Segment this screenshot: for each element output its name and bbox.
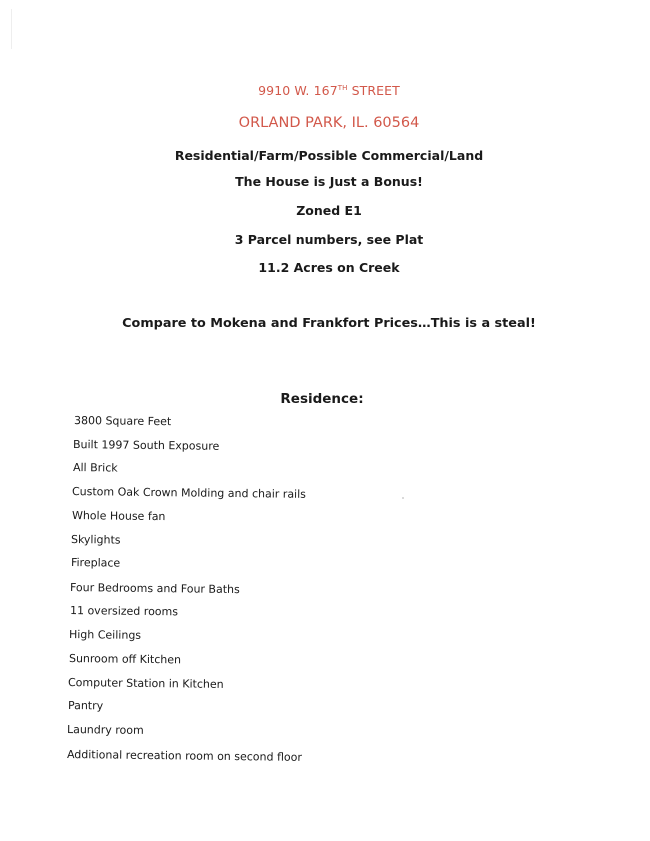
compare-prices-line: Compare to Mokena and Frankfort Prices…This is a steal! bbox=[122, 316, 536, 331]
scan-edge-mark bbox=[11, 9, 12, 49]
feature-item: Pantry bbox=[67, 699, 104, 713]
feature-item: Custom Oak Crown Molding and chair rails bbox=[71, 485, 307, 501]
highlight-zoning: Zoned E1 bbox=[296, 203, 362, 218]
feature-item: Skylights bbox=[70, 533, 121, 547]
scan-speck bbox=[402, 497, 404, 499]
feature-item: Four Bedrooms and Four Baths bbox=[69, 581, 240, 597]
highlight-house-bonus: The House is Just a Bonus! bbox=[235, 174, 423, 189]
feature-item: 11 oversized rooms bbox=[69, 604, 179, 619]
address-prefix: 9910 W. 167 bbox=[258, 83, 338, 98]
feature-item: All Brick bbox=[72, 461, 118, 475]
property-address bbox=[0, 83, 650, 98]
highlight-parcels: 3 Parcel numbers, see Plat bbox=[234, 232, 424, 247]
address-suffix: STREET bbox=[347, 83, 400, 98]
feature-item: 3800 Square Feet bbox=[73, 414, 172, 429]
city-state-zip: ORLAND PARK, IL. 60564 bbox=[238, 115, 420, 131]
feature-item: Built 1997 South Exposure bbox=[72, 438, 220, 453]
feature-item: Computer Station in Kitchen bbox=[67, 676, 224, 691]
address-ordinal: TH bbox=[337, 84, 348, 92]
highlight-property-type: Residential/Farm/Possible Commercial/Land bbox=[174, 148, 484, 163]
feature-item: High Ceilings bbox=[68, 628, 142, 642]
feature-item: Additional recreation room on second floor bbox=[66, 748, 303, 764]
feature-item: Whole House fan bbox=[71, 509, 166, 524]
residence-heading: Residence: bbox=[280, 391, 364, 407]
feature-item: Sunroom off Kitchen bbox=[68, 652, 182, 667]
feature-item: Laundry room bbox=[66, 723, 144, 737]
highlight-acreage: 11.2 Acres on Creek bbox=[258, 260, 400, 275]
feature-item: Fireplace bbox=[70, 556, 121, 570]
